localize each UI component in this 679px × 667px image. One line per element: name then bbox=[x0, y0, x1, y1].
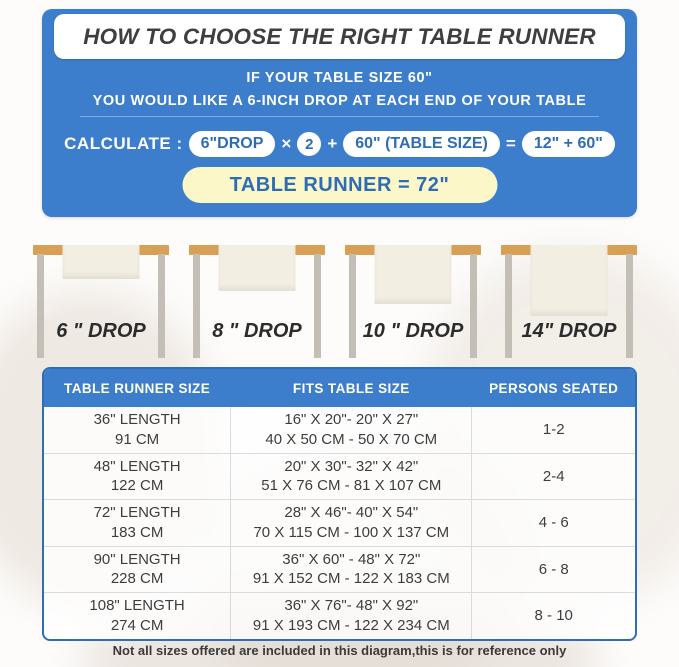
equals-operator: = bbox=[505, 134, 516, 153]
table-runner-drape bbox=[63, 245, 140, 279]
table-row bbox=[44, 453, 635, 500]
sum-pill: 12" + 60" bbox=[522, 131, 615, 157]
title-banner bbox=[54, 14, 625, 59]
calculate-label: CALCULATE : bbox=[64, 134, 183, 153]
divider-line bbox=[80, 116, 599, 117]
cell-runner-size: 108" LENGTH 274 CM bbox=[89, 597, 185, 634]
table-row bbox=[44, 592, 635, 639]
table-drop-figure bbox=[189, 240, 325, 358]
cell-persons: 4 - 6 bbox=[538, 514, 569, 531]
table-drop-figure bbox=[501, 240, 637, 358]
cell-fits-size: 16" X 20"- 20" X 27" 40 X 50 CM - 50 X 70 CM bbox=[230, 407, 472, 453]
drop-label: 14" DROP bbox=[521, 320, 617, 342]
size-reference-table bbox=[42, 367, 637, 641]
table-body bbox=[44, 407, 635, 639]
table-header-row bbox=[44, 369, 635, 407]
cell-fits-size: 28" X 46"- 40" X 54" 70 X 115 CM - 100 X 137 CM bbox=[230, 500, 472, 546]
subtitle-line-2: YOU WOULD LIKE A 6-INCH DROP AT EACH END OF YOUR TABLE bbox=[92, 93, 587, 109]
cell-runner-size: 90" LENGTH 228 CM bbox=[93, 550, 181, 588]
calculation-formula bbox=[42, 128, 637, 160]
column-header-fits-size: FITS TABLE SIZE bbox=[292, 380, 410, 396]
cell-runner-size: 48" LENGTH 122 CM bbox=[93, 457, 181, 495]
cell-fits-size: 20" X 30"- 32" X 42" 51 X 76 CM - 81 X 107 CM bbox=[230, 454, 472, 500]
column-header-persons: PERSONS SEATED bbox=[489, 380, 619, 396]
hero-panel bbox=[42, 9, 637, 217]
table-row bbox=[44, 499, 635, 546]
drop-label: 10 " DROP bbox=[362, 320, 464, 342]
drop-illustrations bbox=[33, 240, 637, 358]
page-title: HOW TO CHOOSE THE RIGHT TABLE RUNNER bbox=[83, 23, 596, 49]
cell-persons: 2-4 bbox=[542, 467, 565, 485]
cell-persons: 1-2 bbox=[542, 421, 565, 438]
subtitle-line-1: IF YOUR TABLE SIZE 60" bbox=[246, 70, 433, 86]
table-runner-drape bbox=[375, 245, 452, 304]
runner-result-pill: TABLE RUNNER = 72" bbox=[182, 167, 497, 203]
times-operator: × bbox=[281, 134, 292, 153]
drop-label: 8 " DROP bbox=[212, 320, 302, 342]
column-header-runner-size: TABLE RUNNER SIZE bbox=[64, 380, 211, 396]
table-drop-figure bbox=[33, 240, 169, 358]
cell-fits-size: 36" X 60" - 48" X 72" 91 X 152 CM - 122 X 183 CM bbox=[230, 547, 472, 593]
table-drop-figure bbox=[345, 240, 481, 358]
drop-value-pill: 6"DROP bbox=[189, 131, 276, 157]
drop-label: 6 " DROP bbox=[56, 320, 146, 342]
table-runner-drape bbox=[219, 245, 296, 291]
plus-operator: + bbox=[327, 134, 338, 153]
cell-runner-size: 72" LENGTH 183 CM bbox=[93, 504, 181, 541]
cell-persons: 6 - 8 bbox=[538, 560, 569, 578]
table-row bbox=[44, 546, 635, 593]
cell-runner-size: 36" LENGTH 91 CM bbox=[93, 411, 181, 448]
table-size-pill: 60" (TABLE SIZE) bbox=[343, 131, 500, 157]
cell-persons: 8 - 10 bbox=[534, 607, 573, 624]
table-runner-drape bbox=[531, 245, 608, 316]
multiplier-badge: 2 bbox=[297, 132, 321, 156]
cell-fits-size: 36" X 76"- 48" X 92" 91 X 193 CM - 122 X 234 CM bbox=[230, 593, 472, 639]
disclaimer-note: Not all sizes offered are included in this diagram,this is for reference only bbox=[112, 643, 567, 658]
table-row bbox=[44, 407, 635, 453]
